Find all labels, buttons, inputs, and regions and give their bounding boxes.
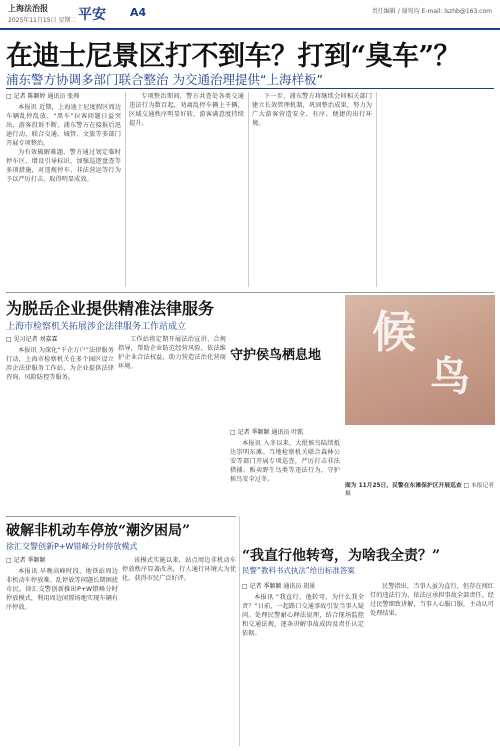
lead-byline: □ 记者 陈颖婷 通讯员 张帅: [6, 93, 80, 100]
section4-column-2: [122, 556, 236, 746]
section2-column-1: [6, 335, 114, 513]
issue-date: 2025年11月15日 星期二: [8, 17, 77, 24]
lead-paragraph: 专项整治期间，警方共查处各类交通违法行为数百起，劝离乱停车辆上千辆，区域交通秩序明显好转，游客满意度持续提升。: [129, 93, 244, 127]
section5-paragraph: 民警指出，当事人虽为直行，但存在闯红灯的违法行为，依法应承担事故全部责任。经过民警细致讲解，当事人心服口服，主动认可处理结果。: [370, 583, 494, 617]
section3-column-1: [230, 428, 340, 513]
section4-headline: 破解非机动车停放“潮汐困局”: [6, 523, 191, 539]
lead-subheadline: 浦东警方协调多部门联合整治 为交通治理提供“上海样板”: [6, 72, 323, 87]
caption-credit: □ 本报记者 摄: [345, 483, 495, 497]
section5-headline: “我直行他转弯，为啥我全责？”: [242, 548, 441, 564]
migratory-bird-photo: [345, 295, 495, 425]
lead-paragraph: 下一步，浦东警方将继续会同相关部门建立长效管理机制，巩固整治成果，努力为广大游客营造安全、有序、便捷的出行环境。: [252, 93, 372, 127]
lead-divider: [6, 88, 494, 89]
section2-byline: □ 见习记者 刘嘉霖: [6, 336, 58, 343]
page-number: A4: [130, 6, 147, 19]
lead-column-1: [6, 92, 121, 287]
lead-paragraph: 本报讯 近期，上海迪士尼度假区周边车辆乱停乱放、“黑车”拉客问题日益突出，游客投诉不断。浦东警方在接报后迅速行动，联合交通、城管、文旅等多部门开展专项整治。: [6, 104, 121, 147]
section5-paragraph: 本报讯 “我直行，他转弯，为什么我全责？”日前，一起路口交通事故引发当事人疑问。处理民警耐心释法说理，结合现场监控和交通法规，逐条讲解事故成因及责任认定依据。: [242, 594, 364, 637]
section5-column-2: [370, 582, 494, 746]
lead-column-4: [380, 92, 494, 287]
section2-subheadline: 上海市检察机关拓展涉企法律服务工作站成立: [6, 322, 187, 332]
lead-column-2: [129, 92, 244, 287]
column-divider: [239, 516, 240, 746]
lead-paragraph: 为有效破解难题，警方通过划定临时停车区、增设引导标识、加强巡逻盘查等多项措施，对违规停车、非法营运等行为予以严厉打击，取得明显成效。: [6, 149, 121, 183]
lead-headline: 在迪士尼景区打不到车？打到“臭车”？: [6, 41, 461, 72]
section4-byline: □ 记者 季颖颖: [6, 557, 46, 564]
section3-headline: 守护侯鸟栖息地: [230, 348, 322, 363]
section-divider: [6, 516, 236, 517]
section5-byline: □ 记者 季颖颖 通讯员 胡景: [242, 583, 316, 590]
section2-paragraph: 本报讯 为深化“千企万户”法律服务行动，上海市检察机关在多个园区设立涉企法律服务工作站，为企业提供法律咨询、风险防控等服务。: [6, 347, 114, 381]
section4-subheadline: 徐汇交警创新P+W错峰分时停放模式: [6, 542, 138, 551]
section3-byline: □ 记者 季颖颖 通讯员 叶凯: [230, 429, 304, 436]
section4-paragraph: 本报讯 早晚高峰时段，地铁站周边非机动车停放难、乱停放等问题长期困扰市民。徐汇交警创新推出P+W错峰分时停放模式，利用周边闲置场地实现车辆有序停放。: [6, 568, 118, 611]
section2-paragraph: 工作站将定期开展法治宣讲、合规指导，帮助企业防范经营风险，依法维护企业合法权益，助力营造法治化营商环境。: [118, 336, 226, 370]
section3-column-2: [345, 430, 495, 480]
column-divider: [125, 92, 126, 287]
photo-title-char: 候: [372, 307, 416, 358]
caption-head: 图为 11月25日，民警在东滩保护区开展巡查: [345, 483, 462, 489]
section-divider: [6, 292, 494, 293]
section-name: 平安: [78, 7, 106, 23]
masthead: [0, 0, 500, 30]
section2-headline: 为脱岳企业提供精准法律服务: [6, 299, 215, 318]
photo-title-char: 鸟: [430, 353, 470, 400]
section4-column-1: [6, 556, 118, 746]
paper-name: 上海法治报: [8, 4, 48, 13]
section5-column-1: [242, 582, 364, 746]
editor-info: 责任编辑 / 谢宛均 E-mail: lszhb@163.com: [371, 8, 492, 15]
column-divider: [376, 92, 377, 287]
section3-paragraph: 本报讯 入冬以来，大批候鸟陆续抵达崇明东滩。当地检察机关联合森林公安等部门开展专项巡查，严厉打击非法猎捕、贩卖野生鸟类等违法行为，守护候鸟安全过冬。: [230, 440, 340, 483]
column-divider: [248, 92, 249, 287]
photo-caption: [345, 482, 495, 498]
section2-column-2: [118, 335, 226, 513]
section4-paragraph: 该模式实施以来，站点周边非机动车停放秩序显著改善，行人通行环境大为优化，获得市民广泛好评。: [122, 557, 236, 582]
section5-subheadline: 民警“教科书式执法”给出标准答案: [242, 566, 355, 575]
lead-column-3: [252, 92, 372, 287]
